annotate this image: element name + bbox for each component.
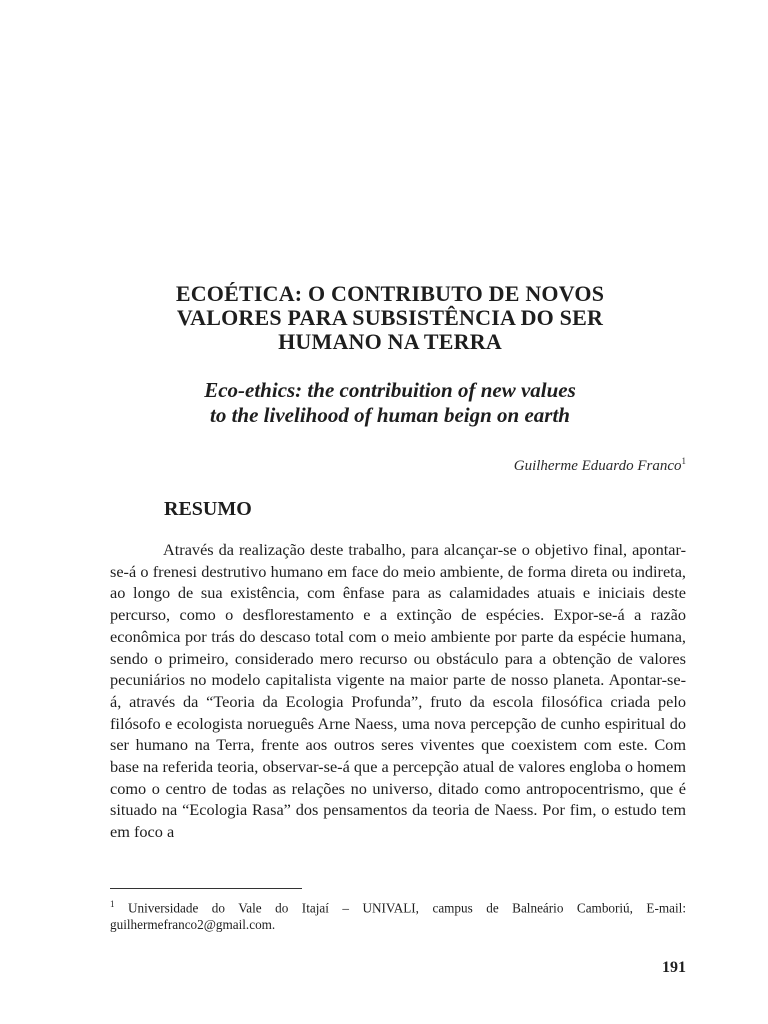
subtitle-line-2: to the livelihood of human beign on earth: [210, 403, 570, 427]
footnote: [110, 896, 686, 933]
title-line-2: VALORES PARA SUBSISTÊNCIA DO SER: [176, 305, 604, 330]
author-footnote-marker: 1: [681, 456, 686, 466]
title-line-1: ECOÉTICA: O CONTRIBUTO DE NOVOS: [175, 281, 605, 306]
subtitle-line-1: Eco-ethics: the contribuition of new values: [204, 378, 576, 402]
article-title: [110, 282, 670, 354]
page-number: 191: [662, 959, 686, 976]
section-heading-resumo: RESUMO: [164, 498, 252, 520]
footnote-text: Universidade do Vale do Itajaí – UNIVALI, campus de Balneário Camboriú, E-mail: guilhermefranco2@gmail.com.: [110, 900, 686, 933]
footnote-separator: [110, 888, 302, 889]
title-line-3: HUMANO NA TERRA: [278, 329, 502, 354]
abstract-paragraph: Através da realização deste trabalho, para alcançar-se o objetivo final, apontar-se-á o frenesi destrutivo humano em face do meio ambiente, de forma direta ou indireta, ao longo de sua existência, com ênfase para as calamidades atuais e iniciais deste percurso, como o desflorestamento e a extinção de espécies. Expor-se-á a razão econômica por trás do descaso total com o meio ambiente por parte da espécie humana, sendo o primeiro, considerado mero recurso ou obstáculo para a obtenção de valores pecuniários no modelo capitalista vigente na maior parte de nosso planeta. Apontar-se-á, através da “Teoria da Ecologia Profunda”, fruto da escola filosófica criada pelo filósofo e ecologista norueguês Arne Naess, uma nova percepção de cunho espiritual do ser humano na Terra, frente aos outros seres viventes que coexistem com este. Com base na referida teoria, observar-se-á que a percepção atual de valores engloba o homem como o centro de todas as relações no universo, ditado como antropocentrismo, que é situado na “Ecologia Rasa” dos pensamentos da teoria de Naess. Por fim, o estudo tem em foco a: [110, 540, 686, 842]
footnote-marker: 1: [110, 899, 115, 909]
author-name: Guilherme Eduardo Franco: [513, 458, 682, 474]
author-byline: [514, 452, 686, 475]
article-subtitle-english: [110, 378, 670, 428]
